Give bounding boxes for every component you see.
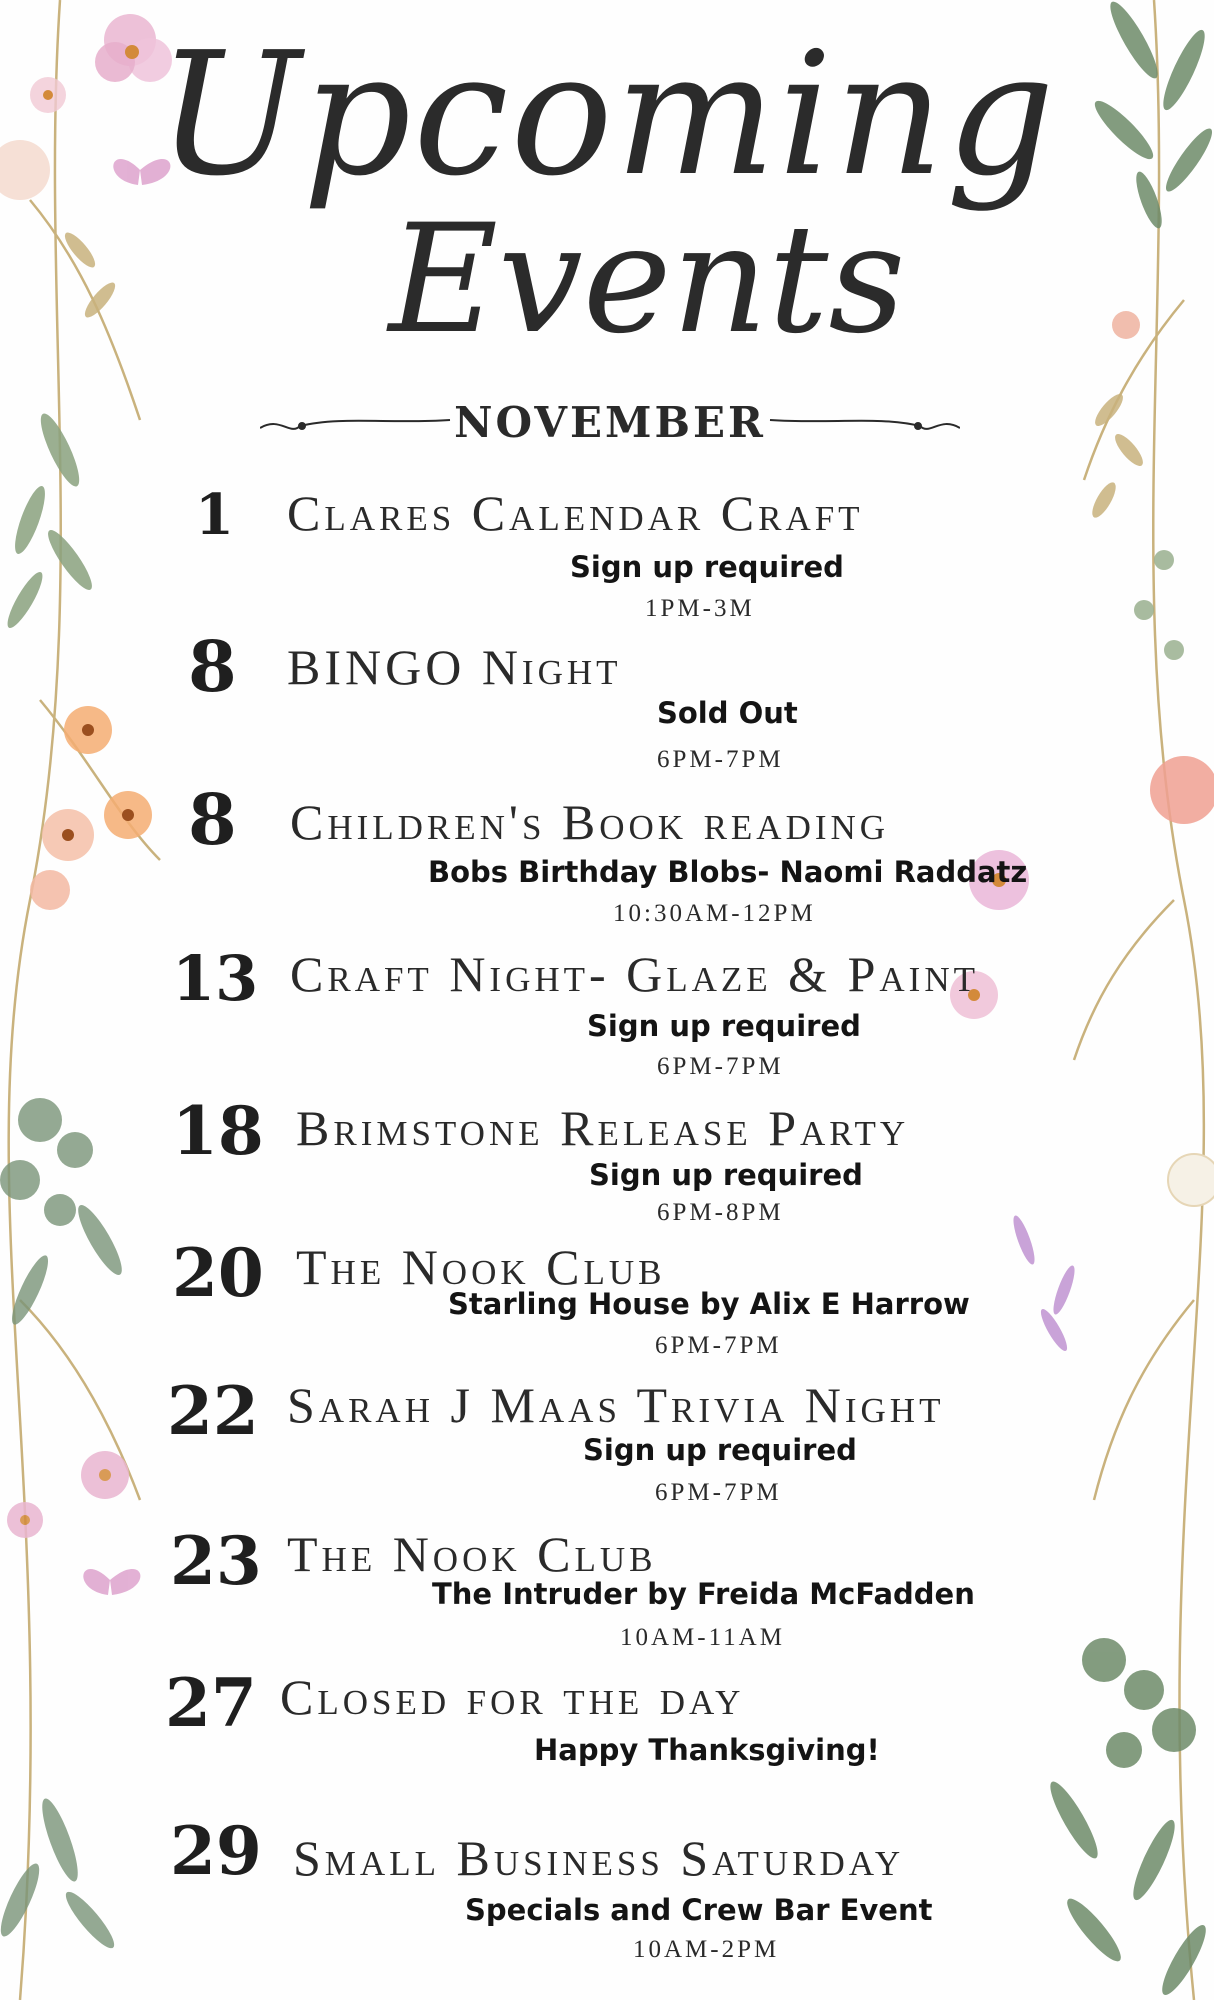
event-note: Sign up required bbox=[583, 1433, 857, 1467]
month-header bbox=[260, 396, 960, 446]
event-time: 10AM-2PM bbox=[633, 1936, 780, 1963]
event-note: Specials and Crew Bar Event bbox=[465, 1893, 933, 1927]
event-day: 13 bbox=[172, 942, 259, 1015]
event-day: 27 bbox=[165, 1664, 257, 1742]
event-note: Sold Out bbox=[657, 696, 798, 730]
butterfly-icon bbox=[83, 159, 170, 1595]
event-title: Clares Calendar Craft bbox=[287, 485, 864, 541]
event-note: Sign up required bbox=[570, 550, 844, 584]
event-day: 8 bbox=[188, 778, 237, 861]
event-title: Closed for the day bbox=[280, 1669, 745, 1725]
event-title: The Nook Club bbox=[296, 1239, 666, 1295]
event-day: 8 bbox=[188, 625, 237, 708]
event-title: The Nook Club bbox=[287, 1526, 657, 1582]
event-day: 23 bbox=[170, 1522, 262, 1600]
event-time: 10:30AM-12PM bbox=[613, 900, 816, 927]
event-note: The Intruder by Freida McFadden bbox=[432, 1577, 975, 1611]
event-time: 6PM-7PM bbox=[655, 1479, 782, 1506]
event-time: 1PM-3M bbox=[645, 595, 755, 622]
event-note: Bobs Birthday Blobs- Naomi Raddatz bbox=[428, 855, 1028, 889]
event-note: Starling House by Alix E Harrow bbox=[448, 1287, 970, 1321]
event-time: 6PM-7PM bbox=[655, 1332, 782, 1359]
event-day: 18 bbox=[172, 1092, 264, 1170]
event-day: 22 bbox=[167, 1372, 259, 1450]
orange-flower-icon bbox=[30, 706, 152, 910]
event-time: 6PM-7PM bbox=[657, 1053, 784, 1080]
month-label: NOVEMBER bbox=[454, 398, 766, 447]
event-day: 1 bbox=[195, 482, 234, 548]
event-note: Sign up required bbox=[587, 1009, 861, 1043]
event-day: 20 bbox=[172, 1234, 264, 1312]
event-title: Children's Book reading bbox=[290, 794, 890, 850]
eucalyptus-icon bbox=[1043, 1638, 1212, 2000]
event-time: 6PM-8PM bbox=[657, 1199, 784, 1226]
title-upcoming: Upcoming bbox=[157, 16, 1057, 214]
wildflower-icon bbox=[1088, 311, 1184, 660]
title-events: Events bbox=[388, 193, 906, 367]
event-time: 6PM-7PM bbox=[657, 746, 784, 773]
event-title: Brimstone Release Party bbox=[296, 1100, 910, 1156]
event-time: 10AM-11AM bbox=[620, 1624, 785, 1651]
event-title: BINGO Night bbox=[287, 639, 622, 695]
event-title: Small Business Saturday bbox=[293, 1830, 905, 1886]
event-title: Sarah J Maas Trivia Night bbox=[287, 1377, 945, 1433]
event-note: Happy Thanksgiving! bbox=[534, 1733, 880, 1767]
event-title: Craft Night- Glaze & Paint bbox=[290, 946, 979, 1002]
event-note: Sign up required bbox=[589, 1158, 863, 1192]
event-day: 29 bbox=[170, 1812, 262, 1890]
